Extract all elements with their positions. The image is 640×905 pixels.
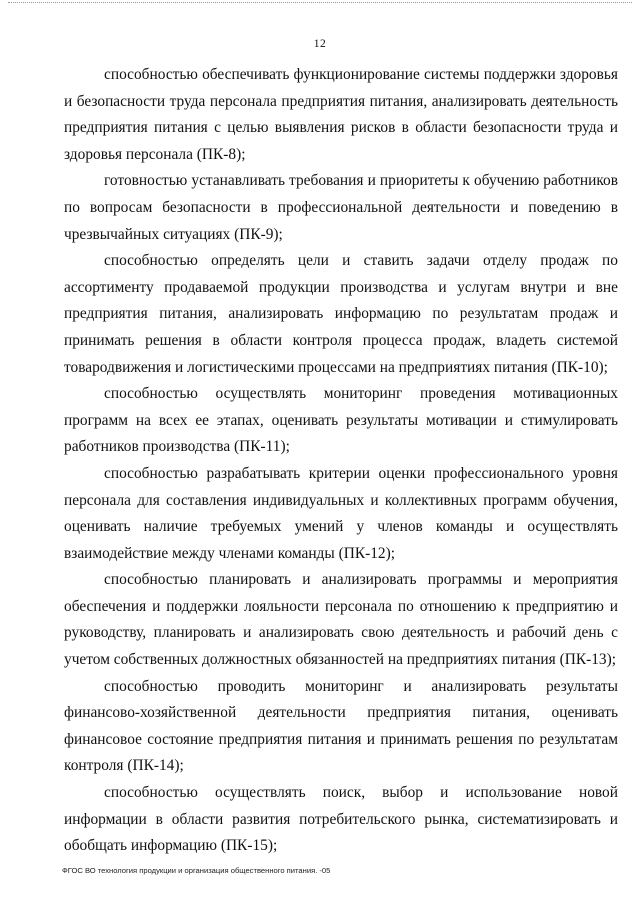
page-number: 12 xyxy=(313,38,327,50)
paragraph-pk-8: способностью обеспечивать функционирование системы поддержки здоровья и безопасности труда персонала предприятия питания, анализировать деятельность предприятия питания с целью выявления рисков в области безопасности труда и здоровья персонала (ПК-8); xyxy=(64,66,618,163)
top-border-line xyxy=(8,2,632,3)
paragraph-pk-15: способностью осуществлять поиск, выбор и использование новой информации в области развития потребительского рынка, систематизировать и обобщать информацию (ПК-15); xyxy=(64,784,618,855)
paragraph-pk-9: готовностью устанавливать требования и приоритеты к обучению работников по вопросам безопасности в профессиональной деятельности и поведению в чрезвычайных ситуациях (ПК-9); xyxy=(64,172,618,243)
paragraph-pk-10: способностью определять цели и ставить задачи отделу продаж по ассортименту продаваемой продукции производства и услугам внутри и вне предприятия питания, анализировать информацию по результатам продаж и принимать решения в области контроля процесса продаж, владеть системой товародвижения и логистическими процессами на предприятиях питания (ПК-10); xyxy=(64,252,618,376)
page-footer: ФГОС ВО технология продукции и организация общественного питания. -05 xyxy=(62,866,331,875)
paragraph-pk-14: способностью проводить мониторинг и анализировать результаты финансово-хозяйственной деятельности предприятия питания, оценивать финансовое состояние предприятия питания и принимать решения по результатам контроля (ПК-14); xyxy=(64,677,618,775)
paragraph-pk-13: способностью планировать и анализировать программы и мероприятия обеспечения и поддержки лояльности персонала по отношению к предприятию и руководству, планировать и анализировать свою деятельность и рабочий день с учетом собственных должностных обязанностей на предприятиях питания (ПК-13); xyxy=(64,571,618,669)
paragraph-pk-12: способностью разрабатывать критерии оценки профессионального уровня персонала для составления индивидуальных и коллективных программ обучения, оценивать наличие требуемых умений у членов команды и осуществлять взаимодействие между членами команды (ПК-12); xyxy=(64,464,618,562)
paragraph-pk-11: способностью осуществлять мониторинг проведения мотивационных программ на всех ее этапах, оценивать результаты мотивации и стимулировать работников производства (ПК-11); xyxy=(64,385,618,456)
body-text xyxy=(64,62,618,860)
